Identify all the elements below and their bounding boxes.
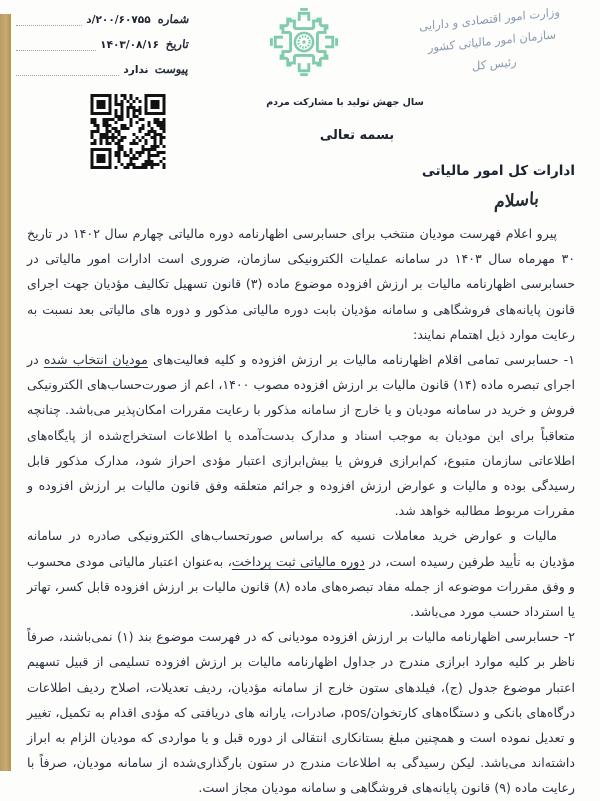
dotted-leader	[16, 14, 82, 26]
paragraph	[27, 624, 575, 800]
date-label: تاریخ	[164, 37, 189, 51]
ministry-calligraphy	[393, 0, 589, 85]
scan-edge-strip	[0, 14, 11, 771]
paragraph	[27, 221, 575, 347]
paragraph	[27, 523, 575, 624]
dotted-leader	[16, 39, 96, 51]
dotted-leader	[16, 64, 119, 76]
date-value: ۱۴۰۳/۰۸/۱۶	[100, 39, 160, 51]
number-value: ۲۰۰/۶۰۷۵۵/د	[86, 14, 151, 26]
number-label: شماره	[155, 12, 189, 26]
salutation-handwriting: باسلام	[491, 189, 540, 213]
text-segment: ۲- حسابرسی اظهارنامه مالیات بر ارزش افزوده مودیانی که در فهرست موضوع بند (۱) نمی‌باشند، صرفاً ناظر بر کلیه موارد ابرازی مندرج در جداول اظهارنامه مالیات بر ارزش افزوده تسلیمی از قبیل تسهیم اعتبار موضوع جدول (ج)، فیلدهای ستون خارج از سامانه مؤدیان، ردیف تعدیلات، اصلاح ردیف اطلاعات درگاه‌های بانکی و دستگاه‌های کارتخوان/pos، صادرات، یارانه های دریافتی که مؤدی اقدام به تکمیل، تغییر و تعدیل نموده است و همچنین مبلغ بستانکاری انتقالی از دوره قبل و یا مواردی که مودیان الزام به ابراز داشته‌اند می‌باشد. لیکن رسیدگی به اطلاعات مندرج در ستون بارگذاری‌شده از سامانه مودیان، صرفاً با رعایت ماده (۹) قانون پایانه‌های فروشگاهی و سامانه مودیان مجاز است.	[27, 629, 575, 796]
year-slogan: سال جهش تولید با مشارکت مردم	[266, 97, 424, 108]
meta-row-date	[16, 35, 188, 51]
text-segment: ۱- حسابرسی تمامی اقلام اظهارنامه مالیات بر ارزش افزوده و کلیه فعالیت‌های	[147, 352, 575, 368]
ministry-line-1: وزارت امور اقتصادی و دارایی	[416, 4, 561, 34]
body-paragraphs	[27, 221, 575, 801]
qr-code-image	[88, 94, 168, 169]
letter-meta-block	[16, 10, 188, 85]
attachment-label: پیوست	[153, 62, 189, 76]
text-segment: در اجرای تبصره ماده (۱۴) قانون مالیات بر ارزش افزوده مصوب ۱۴۰۰، اعم از صورت‌حساب‌های الکترونیکی فروش و خرید در سامانه مودیان و یا خارج از سامانه مذکور با رعایت مقررات امکان‌پذیر می‌باشد. چنانچه متعاقباً برای این مودیان به موجب اسناد و مدارک بدست‌آمده یا اطلاعات استخراج‌شده از پایگاه‌های اطلاعاتی سازمان متبوع، کم‌ابرازی فروش یا بیش‌ابرازی اعتبار مؤدی احراز شود، مدارک مذکور قابل رسیدگی بوده و مالیات و عوارض ارزش افزوده و جرائم متعلقه وفق قانون مالیات بر ارزش افزوده و مقررات مربوط مطالبه خواهد شد.	[27, 352, 575, 519]
tax-administration-emblem-icon	[258, 4, 350, 80]
text-segment: پیرو اعلام فهرست مودیان منتخب برای حسابرسی اظهارنامه دوره مالیاتی چهارم سال ۱۴۰۲ در تاریخ ۳۰ مهرماه سال ۱۴۰۳ در سامانه عملیات الکترونیکی سازمان، ضروری است ادارات امور مالیاتی در حسابرسی اظهارنامه مالیات بر ارزش افزوده موضوع ماده (۳) قانون تسهیل تکالیف مؤدیان جهت اجرای قانون پایانه‌های فروشگاهی و سامانه مؤدیان بابت دوره مالیاتی مذکور و دوره های مالیاتی بعد نسبت به رعایت موارد ذیل اهتمام نمایند:	[27, 226, 575, 342]
meta-row-attachment	[16, 60, 188, 76]
attachment-value: ندارد	[123, 64, 149, 76]
text-segment: مالیات و عوارض خرید معاملات نسیه که براساس صورتحساب‌های الکترونیکی صادره در سامانه مؤدیان به تأیید طرفین رسیده است، در	[27, 528, 576, 569]
paragraph	[27, 347, 575, 523]
bismillah-text: بسمه تعالی	[319, 128, 395, 143]
underlined-phrase: مودیان انتخاب شده	[43, 352, 148, 368]
ministry-line-3: رئیس کل	[469, 54, 518, 73]
meta-row-number	[16, 10, 188, 26]
ministry-line-2: سازمان امور مالیاتی کشور	[424, 27, 557, 55]
recipient-heading: ادارات کل امور مالیاتی	[421, 163, 575, 179]
text-segment: ، به‌عنوان اعتبار مالیاتی مودی محسوب و وفق مقررات موضوعه از جمله مفاد تبصره‌های ماده (۸) قانون مالیات بر ارزش افزوده قابل کسر، تهاتر یا استرداد حسب مورد می‌باشد.	[27, 553, 575, 620]
underlined-phrase: دوره مالیاتی ثبت پرداخت	[231, 553, 365, 569]
